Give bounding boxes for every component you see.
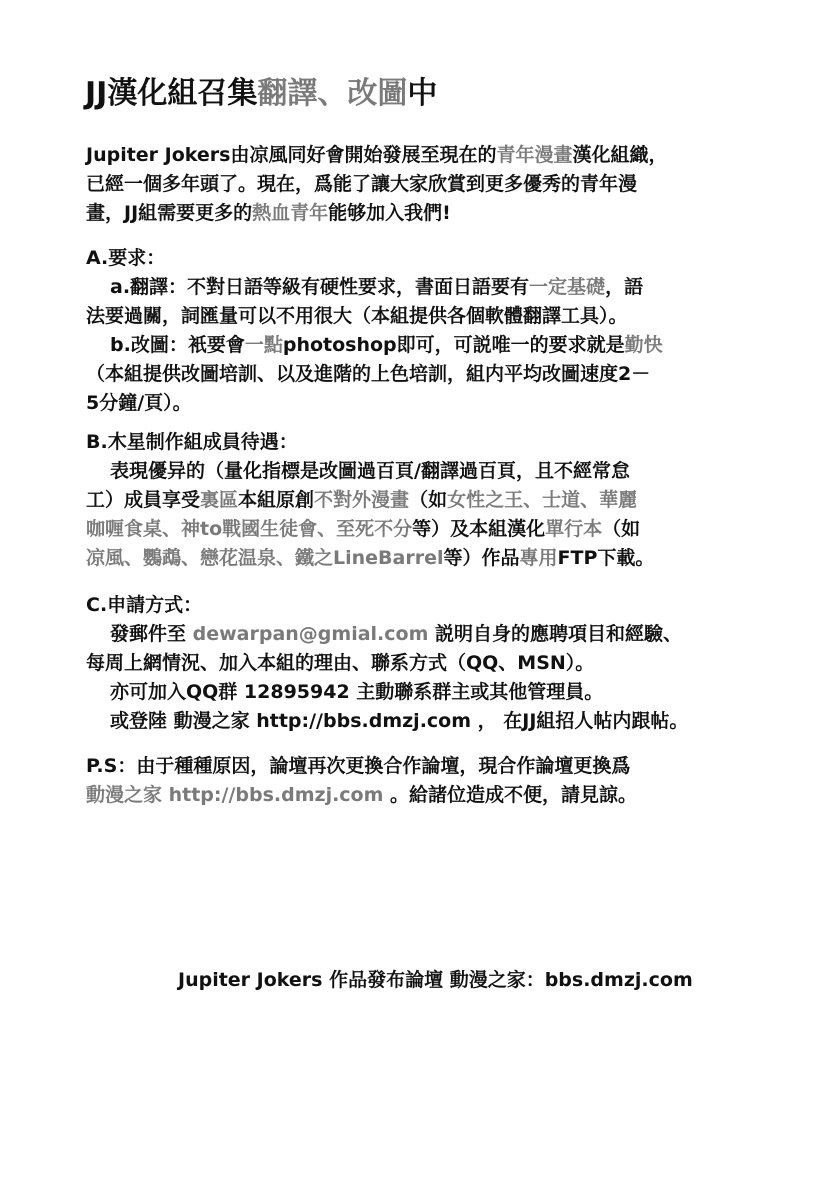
benefit-highlight-titles: 咖喱食桌、神to戰國生徒會、至死不分 <box>86 518 413 540</box>
email-link[interactable]: dewarpan@gmial.com <box>192 623 429 645</box>
ps-text: 。給諸位造成不便，請見諒。 <box>383 784 638 806</box>
requirement-text: ，語 <box>605 276 644 298</box>
intro-line-3 <box>86 199 756 228</box>
benefit-highlight: 單行本 <box>545 518 603 540</box>
requirement-text: b.改圖：衹要會 <box>110 334 245 356</box>
apply-text: 發郵件至 <box>110 623 193 645</box>
forum-link[interactable]: 動漫之家 http://bbs.dmzj.com <box>86 784 384 806</box>
section-a-requirements <box>86 244 756 418</box>
intro-paragraph <box>86 141 756 228</box>
benefit-text: 等）作品 <box>443 547 520 569</box>
ps-line-1: P.S：由于種種原因，論壇再次更換合作論壇，現合作論壇更換爲 <box>86 755 631 777</box>
section-c-line-3: 亦可加入QQ群 12895942 主動聯系群主或其他管理員。 <box>110 681 604 703</box>
section-b-heading: B.木星制作組成員待遇： <box>86 431 298 453</box>
benefit-highlight-titles: 女性之王、士道、華麗 <box>447 489 638 511</box>
section-c-line-1 <box>86 620 756 649</box>
requirement-highlight: 一點 <box>244 334 283 356</box>
section-a-editing-line-3: 5分鐘/頁）。 <box>86 392 192 414</box>
ps-line-2 <box>86 781 756 810</box>
section-b-line-2 <box>86 486 756 515</box>
intro-highlight-seinen-manga: 青年漫畫 <box>496 144 573 166</box>
benefit-text: 工）成員享受 <box>86 489 201 511</box>
benefit-text: （如 <box>602 518 641 540</box>
ps-note <box>86 752 756 810</box>
title-part-1: JJ漢化組召集 <box>85 76 258 111</box>
section-b-line-3 <box>86 515 756 544</box>
section-c-heading: C.申請方式： <box>86 594 203 616</box>
intro-line-1 <box>86 141 756 170</box>
benefit-text: FTP下載。 <box>557 547 655 569</box>
requirement-highlight: 一定基礎 <box>529 276 606 298</box>
intro-line-2: 已經一個多年頭了。現在，爲能了讓大家欣賞到更多優秀的青年漫 <box>86 173 638 195</box>
section-b-line-4 <box>86 544 756 573</box>
page-title <box>85 74 437 114</box>
section-a-translation-line-1 <box>86 273 756 302</box>
section-c-line-4: 或登陸 動漫之家 http://bbs.dmzj.com ， 在JJ組招人帖内跟帖。 <box>110 710 689 732</box>
benefit-highlight: 裏區 <box>200 489 239 511</box>
benefit-text: 等）及本組漢化 <box>412 518 546 540</box>
benefit-text: （如 <box>409 489 448 511</box>
section-a-editing-line-2: （本組提供改圖培訓、以及進階的上色培訓，組内平均改圖速度2－ <box>86 363 651 385</box>
section-a-heading: A.要求： <box>86 247 166 269</box>
title-part-3: 中 <box>407 76 438 111</box>
intro-text: 畫，JJ組需要更多的 <box>86 202 253 224</box>
intro-text: 漢化組織， <box>572 144 668 166</box>
intro-highlight-passion: 熱血青年 <box>252 202 329 224</box>
section-b-line-1: 表現優异的（量化指標是改圖過百頁/翻譯過百頁，且不經常怠 <box>110 460 630 482</box>
footer-forum-info: Jupiter Jokers 作品發布論壇 動漫之家：bbs.dmzj.com <box>178 969 693 991</box>
benefit-highlight-titles: 凉風、鸚鵡、戀花温泉、鐵之LineBarrel <box>86 547 444 569</box>
section-a-editing-line-1 <box>86 331 756 360</box>
intro-text: Jupiter Jokers由凉風同好會開始發展至現在的 <box>86 144 497 166</box>
requirement-text: a.翻譯：不對日語等級有硬性要求，書面日語要有 <box>110 276 530 298</box>
benefit-highlight: 專用 <box>519 547 558 569</box>
requirement-text: photoshop即可，可説唯一的要求就是 <box>282 334 625 356</box>
apply-text: 説明自身的應聘項目和經驗、 <box>428 623 683 645</box>
requirement-highlight: 勤快 <box>624 334 663 356</box>
section-c-line-2: 每周上網情況、加入本組的理由、聯系方式（QQ、MSN）。 <box>86 652 595 674</box>
intro-text: 能够加入我們! <box>328 202 451 224</box>
title-part-2-highlight: 翻譯、改圖 <box>257 76 408 111</box>
benefit-highlight: 不對外漫畫 <box>314 489 410 511</box>
section-a-translation-line-2: 法要過關，詞匯量可以不用很大（本組提供各個軟體翻譯工具）。 <box>86 305 628 327</box>
section-b-benefits <box>86 428 756 573</box>
section-c-how-to-apply <box>86 591 756 736</box>
benefit-text: 本組原創 <box>238 489 315 511</box>
